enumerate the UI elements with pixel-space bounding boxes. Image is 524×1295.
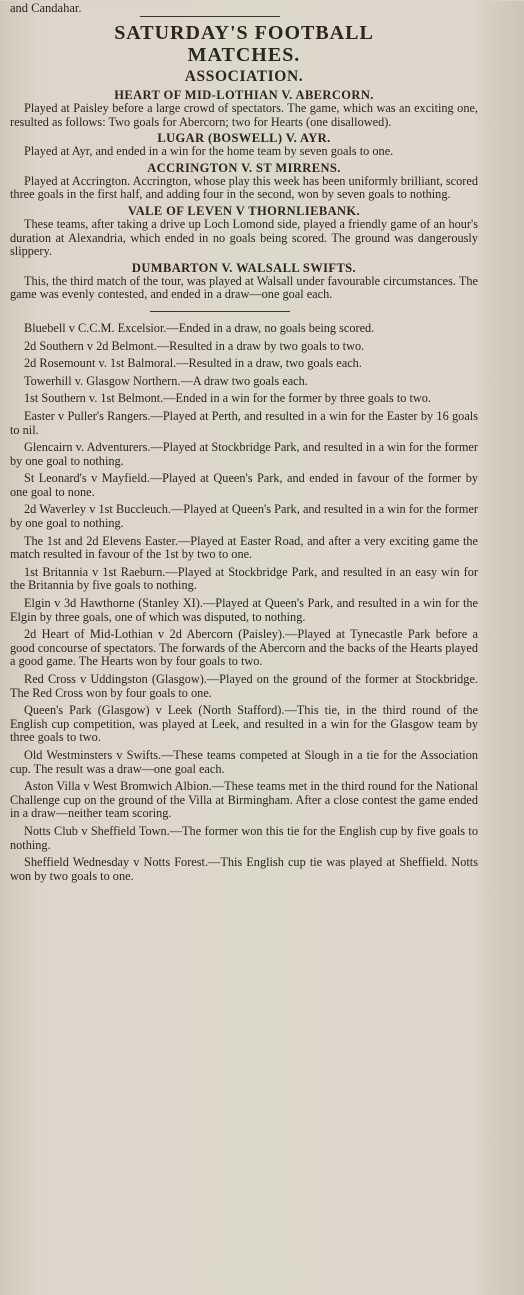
- match-report: [10, 161, 478, 202]
- headline-line-1: SATURDAY'S FOOTBALL: [114, 22, 374, 44]
- previous-article-end: and Candahar.: [10, 1, 82, 15]
- result-item: St Leonard's v Mayfield.—Played at Queen's Park, and ended in favour of the former by one goal to none.: [10, 471, 478, 499]
- match-text: Played at Ayr, and ended in a win for the home team by seven goals to one.: [24, 144, 394, 159]
- match-text: Played at Accrington. Accrington, whose play this week has been uniformly brilliant, scored three goals in the first half, and adding four in the second, won by seven goals to nothing.: [10, 173, 478, 202]
- match-report: [10, 88, 478, 129]
- match-report: [10, 261, 478, 302]
- result-item: 2d Waverley v 1st Buccleuch.—Played at Queen's Park, and resulted in a win for the former by one goal to nothing.: [10, 502, 478, 531]
- match-text: This, the third match of the tour, was played at Walsall under favourable circumstances. The game was evenly contested, and ended in a draw—one goal each.: [10, 273, 478, 302]
- result-item: Notts Club v Sheffield Town.—The former won this tie for the English cup by five goals to nothing.: [10, 823, 478, 852]
- match-heading: DUMBARTON V. WALSALL SWIFTS.: [131, 260, 357, 275]
- result-item: Queen's Park (Glasgow) v Leek (North Stafford).—This tie, in the third round of the English cup competition, was played at Leek, and resulted in a win for the Glasgow team by three goals to two.: [10, 703, 478, 745]
- divider-rule: [140, 16, 280, 17]
- match-heading: HEART OF MID-LOTHIAN V. ABERCORN.: [114, 88, 374, 102]
- headline-line-2: MATCHES.: [187, 44, 301, 66]
- result-item: Sheffield Wednesday v Notts Forest.—This English cup tie was played at Sheffield. Notts won by two goals to one.: [10, 855, 478, 883]
- section-heading: ASSOCIATION.: [184, 68, 304, 85]
- result-item: 1st Southern v. 1st Belmont.—Ended in a win for the former by three goals to two.: [24, 391, 431, 406]
- divider-rule: [150, 311, 290, 312]
- result-item: Old Westminsters v Swifts.—These teams competed at Slough in a tie for the Association cup. The result was a draw—one goal each.: [10, 747, 478, 776]
- match-heading: ACCRINGTON V. ST MIRRENS.: [147, 160, 341, 175]
- result-item: Easter v Puller's Rangers.—Played at Perth, and resulted in a win for the Easter by 16 goals to nil.: [10, 408, 478, 437]
- result-item: 2d Rosemount v. 1st Balmoral.—Resulted in a draw, two goals each.: [24, 356, 362, 371]
- results-list: [10, 322, 478, 883]
- match-text: These teams, after taking a drive up Loch Lomond side, played a friendly game of an hour's duration at Alexandria, which ended in no goals being scored. The ground was dangerously slippery.: [10, 216, 478, 259]
- match-text: Played at Paisley before a large crowd of spectators. The game, which was an exciting one, resulted as follows: Two goals for Abercorn; two for Hearts (one disallowed).: [10, 101, 478, 129]
- match-report: [10, 204, 478, 259]
- result-item: 2d Southern v 2d Belmont.—Resulted in a draw by two goals to two.: [24, 338, 365, 353]
- result-item: Bluebell v C.C.M. Excelsior.—Ended in a draw, no goals being scored.: [24, 320, 375, 335]
- result-item: Towerhill v. Glasgow Northern.—A draw two goals each.: [24, 373, 308, 388]
- match-heading: VALE OF LEVEN V THORNLIEBANK.: [127, 203, 361, 218]
- result-item: Glencairn v. Adventurers.—Played at Stockbridge Park, and resulted in a win for the former by one goal to nothing.: [10, 440, 478, 468]
- page-edge: [478, 1, 524, 1295]
- match-report: [10, 131, 478, 159]
- newspaper-column: [0, 1, 524, 1295]
- result-item: 2d Heart of Mid-Lothian v 2d Abercorn (Paisley).—Played at Tynecastle Park before a good concourse of spectators. The forwards of the Abercorn and the backs of the Hearts played a good game. The Hearts won by four goals to two.: [10, 627, 478, 669]
- result-item: Red Cross v Uddingston (Glasgow).—Played on the ground of the former at Stockbridge. The Red Cross won by four goals to one.: [10, 672, 478, 700]
- result-item: The 1st and 2d Elevens Easter.—Played at Easter Road, and after a very exciting game the match resulted in favour of the 1st by two to one.: [10, 533, 478, 562]
- result-item: Aston Villa v West Bromwich Albion.—These teams met in the third round for the National Challenge cup on the ground of the Villa at Birmingham. After a close contest the game ended in a draw—neither team scoring.: [10, 779, 478, 821]
- result-item: 1st Britannia v 1st Raeburn.—Played at Stockbridge Park, and resulted in an easy win for the Britannia by five goals to nothing.: [10, 564, 478, 593]
- result-item: Elgin v 3d Hawthorne (Stanley XI).—Played at Queen's Park, and resulted in a win for the Elgin by three goals, one of which was disputed, to nothing.: [10, 596, 478, 624]
- match-heading: LUGAR (BOSWELL) V. AYR.: [157, 131, 331, 146]
